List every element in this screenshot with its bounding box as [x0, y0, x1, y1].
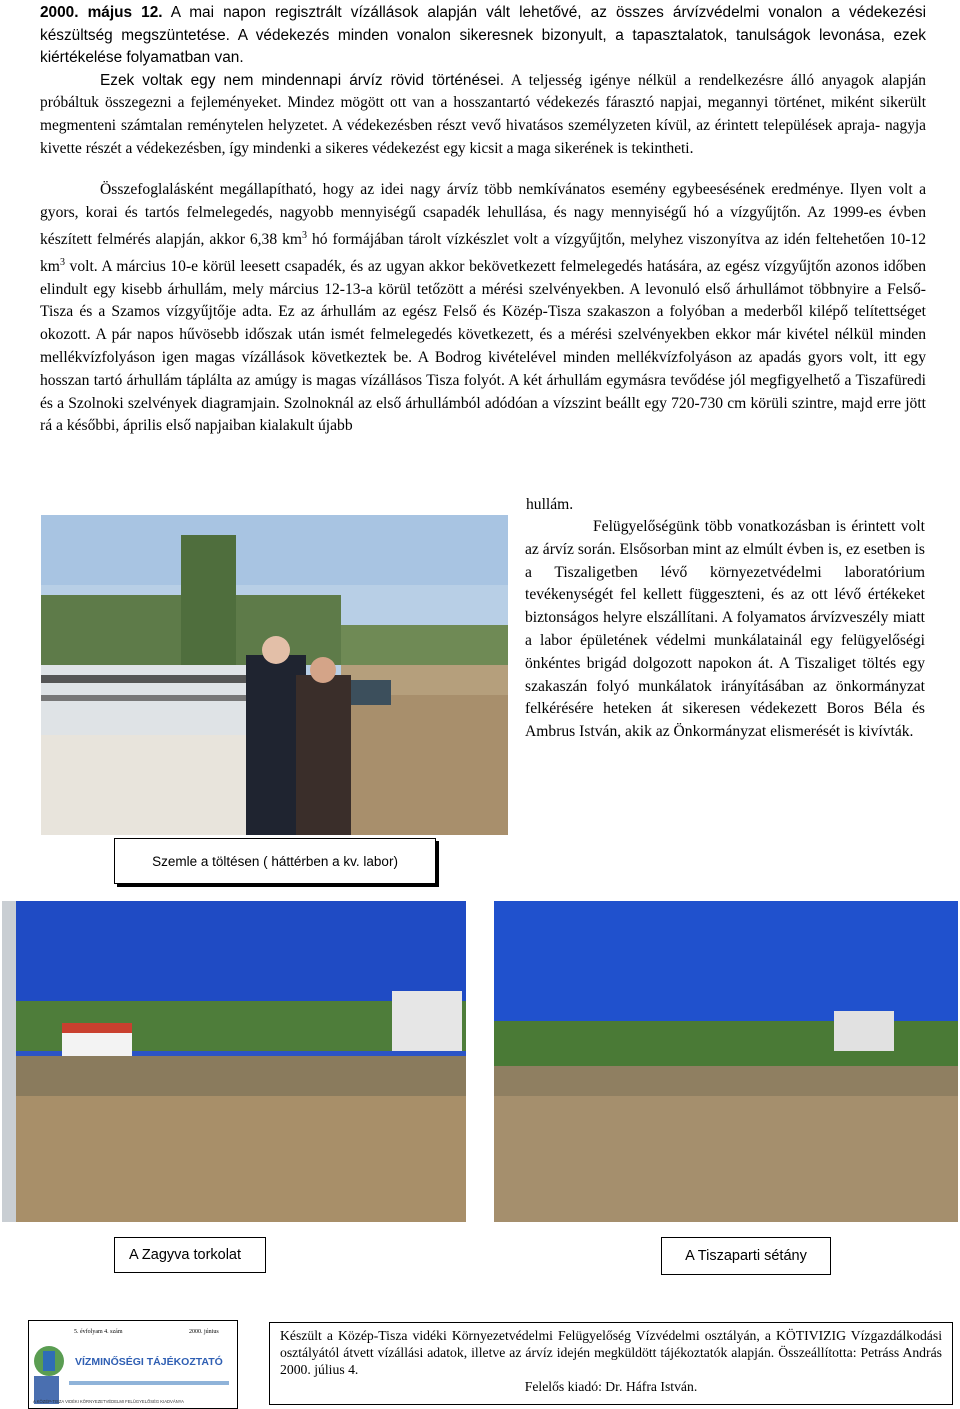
footer-publisher: Felelős kiadó: Dr. Háfra István. — [524, 1379, 698, 1394]
intro-summary-line: A teljesség igénye nélkül a rendelkezésre álló anyagok alapján próbáltuk összegezni a fejleményeket. — [40, 71, 927, 112]
photo-tisza-promenade — [494, 901, 958, 1222]
photo-zagyva-mouth — [2, 901, 466, 1222]
summary-text-2: hó formájában tárolt vízkészlet volt a vízgyűjtőn, melyhez viszonyítva az idén feltehetően 10-12 km — [40, 230, 926, 275]
side-paragraph — [525, 516, 925, 744]
intro-text: A mai napon regisztrált vízállások alapján vált lehetővé, az összes árvízvédelmi vonalon a védekezési készültség megszüntetése. A védekezés minden vonalon sikeresnek bizonyult, a tapasztalatok, tanulságok levonása, ezek kiértékelése folyamatban van. — [40, 4, 926, 67]
caption-photo-tisza-promenade: A Tiszaparti sétány — [661, 1237, 831, 1275]
logo-title: VÍZMINŐSÉGI TÁJÉKOZTATÓ — [75, 1356, 223, 1368]
caption-photo-dike-inspection: Szemle a töltésen ( háttérben a kv. labor) — [114, 838, 436, 884]
logo-date: 2000. június — [189, 1329, 219, 1335]
summary-paragraph — [40, 179, 926, 438]
footer-credits — [269, 1322, 953, 1405]
intro-date: 2000. május 12. — [40, 4, 163, 21]
photo-dike-inspection — [41, 515, 508, 835]
footer-text: Készült a Közép-Tisza vidéki Környezetvédelmi Felügyelőség Vízvédelmi osztályán, a KÖTIVIZIG Vízgazdálkodási osztályától átvett vízállási adatok, illetve az árvíz idején megküldött tájékoztatók alapján. Összeállította: Petráss András 2000. július 4. — [280, 1328, 942, 1377]
summary-sup-1: 3 — [302, 229, 308, 241]
logo-bottom: A KÖZÉP-TISZA VIDÉKI KÖRNYEZETVÉDELMI FELÜGYELŐSÉG KIADVÁNYA — [33, 1399, 184, 1404]
summary-last-word: hullám. — [526, 496, 574, 513]
side-text: Felügyelőségünk több vonatkozásban is érintett volt az árvíz során. Elsősorban mint az elmúlt évben is, ez esetben is a Tiszaligetben lévő környezetvédelmi laboratórium tevékenységét fel kellett függeszteni, és az ott lévő értékeket biztonságos helyre elszállítani. A folyamatos árvízveszély miatt a labor épületének védelmi munkálatainál egy felügyelőségi önkéntes brigád dolgozott napokon át. A Tiszaliget töltés egy szakaszán folyó munkálatok irányításában az önkormányzat felkérésére heteken át sikeresen védekezett Boros Béla és Ambrus István, akik az Önkormányzat elismerését is kivívták. — [525, 518, 925, 741]
summary-sup-2: 3 — [59, 256, 65, 268]
publication-logo — [28, 1320, 238, 1409]
logo-issue: 5. évfolyam 4. szám — [74, 1329, 123, 1335]
intro-history-line: Ezek voltak egy nem mindennapi árvíz rövid történései. — [100, 71, 505, 89]
summary-text-1: Összefoglalásként megállapítható, hogy az idei nagy árvíz több nemkívánatos esemény egybeesésének eredménye. Ilyen volt a gyors, korai és tartós felmelegedés, nagyobb mennyiségű csapadék lehullása, és nagy mennyiségű hó a vízgyűjtőn. Az 1999-es évben készített felmérés alapján, akkor 6,38 km — [40, 181, 926, 248]
summary-text-3: volt. A március 10-e körül leesett csapadék, és az ugyan akkor bekövetkezett felmelegedés hatására, az egész vízgyűjtőn azonos időben elindult egy kisebb árhullám, mely március 12-13-a körül tetőzött a mérési szelvényekben. A levonuló első árhullámot többnyire a Felső-Tisza és a Szamos vízgyűjtője adta. Ez az árhullám az egész Felső és Közép-Tisza szakaszon a folyóban a mederből kilépő telítettséget okozott. A pár napos hűvösebb időszak után ismét felmelegedés következett, és a mérési szelvényekben ekkor már kivétel nélkül minden mellékvízfolyáson igen magas vízállások következtek be. A Bodrog kivételével minden mellékvízfolyáson az apadás gyors volt, itt egy hosszan tartó árhullám táplálta az amúgy is magas vízállásos Tisza folyót. A két árhullám egymásra tevődése jól megfigyelhető a Tiszafüredi és a Szolnoki szelvények diagramjain. Szolnoknál az első árhullámból adódóan a vízszint beállt egy 720-730 cm körüli szintre, majd erre jött rá a későbbi, április első napjaiban kialakult újabb — [40, 257, 926, 435]
footer-text-block — [270, 1323, 952, 1399]
intro-paragraph — [40, 2, 926, 160]
caption-photo-zagyva-mouth: A Zagyva torkolat — [114, 1237, 266, 1273]
intro-defense-text: Mindez mögött ott van a hosszantartó védekezés fárasztó napjai, megannyi történet, miként sikerült megmenteni számtalan reménytelen helyzetet. A védekezésben részt vevő hivatásos személyzeten kívül, az érintett települések apraja- nagyja kivette részét a védekezésben, így mindenki a sikeres védekezést egy kicsit a maga sikerének is tekintheti. — [40, 94, 926, 157]
